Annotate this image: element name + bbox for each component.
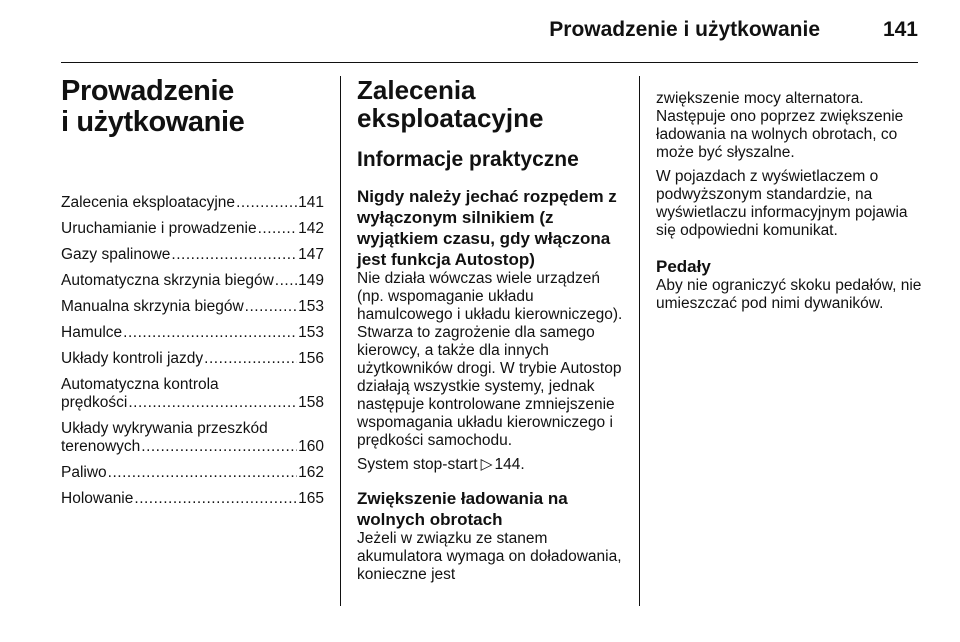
chapter-title-line: i użytkowanie: [61, 106, 245, 138]
topic-heading: Zwiększenie ładowania na wolnych obrotach: [357, 489, 568, 529]
toc-label[interactable]: Zalecenia eksploatacyjne: [61, 194, 236, 211]
toc-page[interactable]: 153: [298, 298, 324, 315]
toc-leader: [204, 350, 297, 368]
toc-page[interactable]: 147: [298, 246, 324, 263]
toc-page[interactable]: 149: [298, 272, 324, 289]
chapter-title: [61, 76, 324, 138]
section-title-line: Zalecenia: [357, 75, 476, 105]
column-divider: [340, 76, 341, 606]
toc-label[interactable]: prędkości: [61, 394, 128, 411]
toc-leader: [275, 272, 297, 290]
toc-page[interactable]: 142: [298, 220, 324, 237]
page-number: 141: [882, 18, 918, 41]
toc-page[interactable]: 160: [298, 438, 324, 455]
topic-body: zwiększenie mocy alternatora. Następuje ono poprzez zwiększenie ładowania na wolnych obrotach, co może być słyszalne.: [656, 90, 904, 161]
cross-reference[interactable]: [357, 456, 623, 474]
chapter-column: [61, 68, 324, 516]
toc-label[interactable]: terenowych: [61, 438, 141, 455]
toc-page[interactable]: 165: [298, 490, 324, 507]
toc-label[interactable]: Uruchamianie i prowadzenie: [61, 220, 257, 237]
toc-item[interactable]: [61, 194, 324, 212]
toc-leader: [141, 438, 297, 456]
toc-item[interactable]: [61, 350, 324, 368]
topic-heading: Pedały: [656, 257, 711, 276]
toc-leader: [123, 324, 297, 342]
page-reference-icon: ▷: [480, 456, 493, 473]
toc-label[interactable]: Automatyczna skrzynia biegów: [61, 272, 274, 289]
topic-heading: Nigdy należy jechać rozpędem z wyłączonym silnikiem (z wyjątkiem czasu, gdy włączona jest funkcja Autostop): [357, 187, 617, 269]
xref-text: System stop-start: [357, 456, 478, 473]
toc-page[interactable]: 162: [298, 464, 324, 481]
toc-label[interactable]: Układy kontroli jazdy: [61, 350, 204, 367]
toc-leader: [171, 246, 297, 264]
toc-leader: [245, 298, 297, 316]
toc-page[interactable]: 156: [298, 350, 324, 367]
toc-leader: [128, 394, 297, 412]
topic-body: Nie działa wówczas wiele urządzeń (np. wspomaganie układu hamulcowego i układu kierowniczego). Stwarza to zagrożenie dla samego kierowcy, a także dla innych użytkowników drogi. W trybie Autostop działają wszystkie systemy, jednak następuje kontrolowane zmniejszenie wspomagania układu kierowniczego i prędkości samochodu.: [357, 270, 623, 449]
toc-page[interactable]: 158: [298, 394, 324, 411]
toc-item[interactable]: [61, 464, 324, 482]
toc-leader: [236, 194, 297, 212]
content-column: [357, 68, 623, 590]
toc-item[interactable]: [61, 490, 324, 508]
toc-label-line[interactable]: Automatyczna kontrola: [61, 376, 219, 393]
toc-label[interactable]: Holowanie: [61, 490, 134, 507]
section-subtitle: Informacje praktyczne: [357, 148, 579, 171]
toc-leader: [108, 464, 297, 482]
toc-label[interactable]: Paliwo: [61, 464, 107, 481]
toc-leader: [134, 490, 297, 508]
toc-label[interactable]: Manualna skrzynia biegów: [61, 298, 244, 315]
content-column: [656, 68, 926, 319]
toc-item[interactable]: [61, 298, 324, 316]
toc-item[interactable]: [61, 324, 324, 342]
header-rule: [61, 62, 918, 63]
toc-item[interactable]: [61, 420, 324, 456]
topic-body: Jeżeli w związku ze stanem akumulatora wymaga on doładowania, konieczne jest: [357, 530, 622, 583]
running-header-title: Prowadzenie i użytkowanie: [549, 18, 820, 41]
xref-page[interactable]: 144.: [494, 456, 525, 473]
table-of-contents: [61, 194, 324, 508]
toc-item[interactable]: [61, 246, 324, 264]
toc-item[interactable]: [61, 376, 324, 412]
toc-label[interactable]: Hamulce: [61, 324, 123, 341]
chapter-title-line: Prowadzenie: [61, 75, 234, 107]
section-title: [357, 76, 623, 132]
toc-page[interactable]: 153: [298, 324, 324, 341]
toc-leader: [258, 220, 298, 238]
toc-label[interactable]: Gazy spalinowe: [61, 246, 171, 263]
column-divider: [639, 76, 640, 606]
topic-body: Aby nie ograniczyć skoku pedałów, nie umieszczać pod nimi dywaników.: [656, 277, 922, 312]
toc-page[interactable]: 141: [298, 194, 324, 211]
section-title-line: eksploatacyjne: [357, 103, 544, 133]
toc-item[interactable]: [61, 272, 324, 290]
toc-item[interactable]: [61, 220, 324, 238]
toc-label-line[interactable]: Układy wykrywania przeszkód: [61, 420, 268, 437]
topic-body: W pojazdach z wyświetlaczem o podwyższonym standardzie, na wyświetlaczu informacyjnym pojawia się odpowiedni komunikat.: [656, 168, 908, 239]
